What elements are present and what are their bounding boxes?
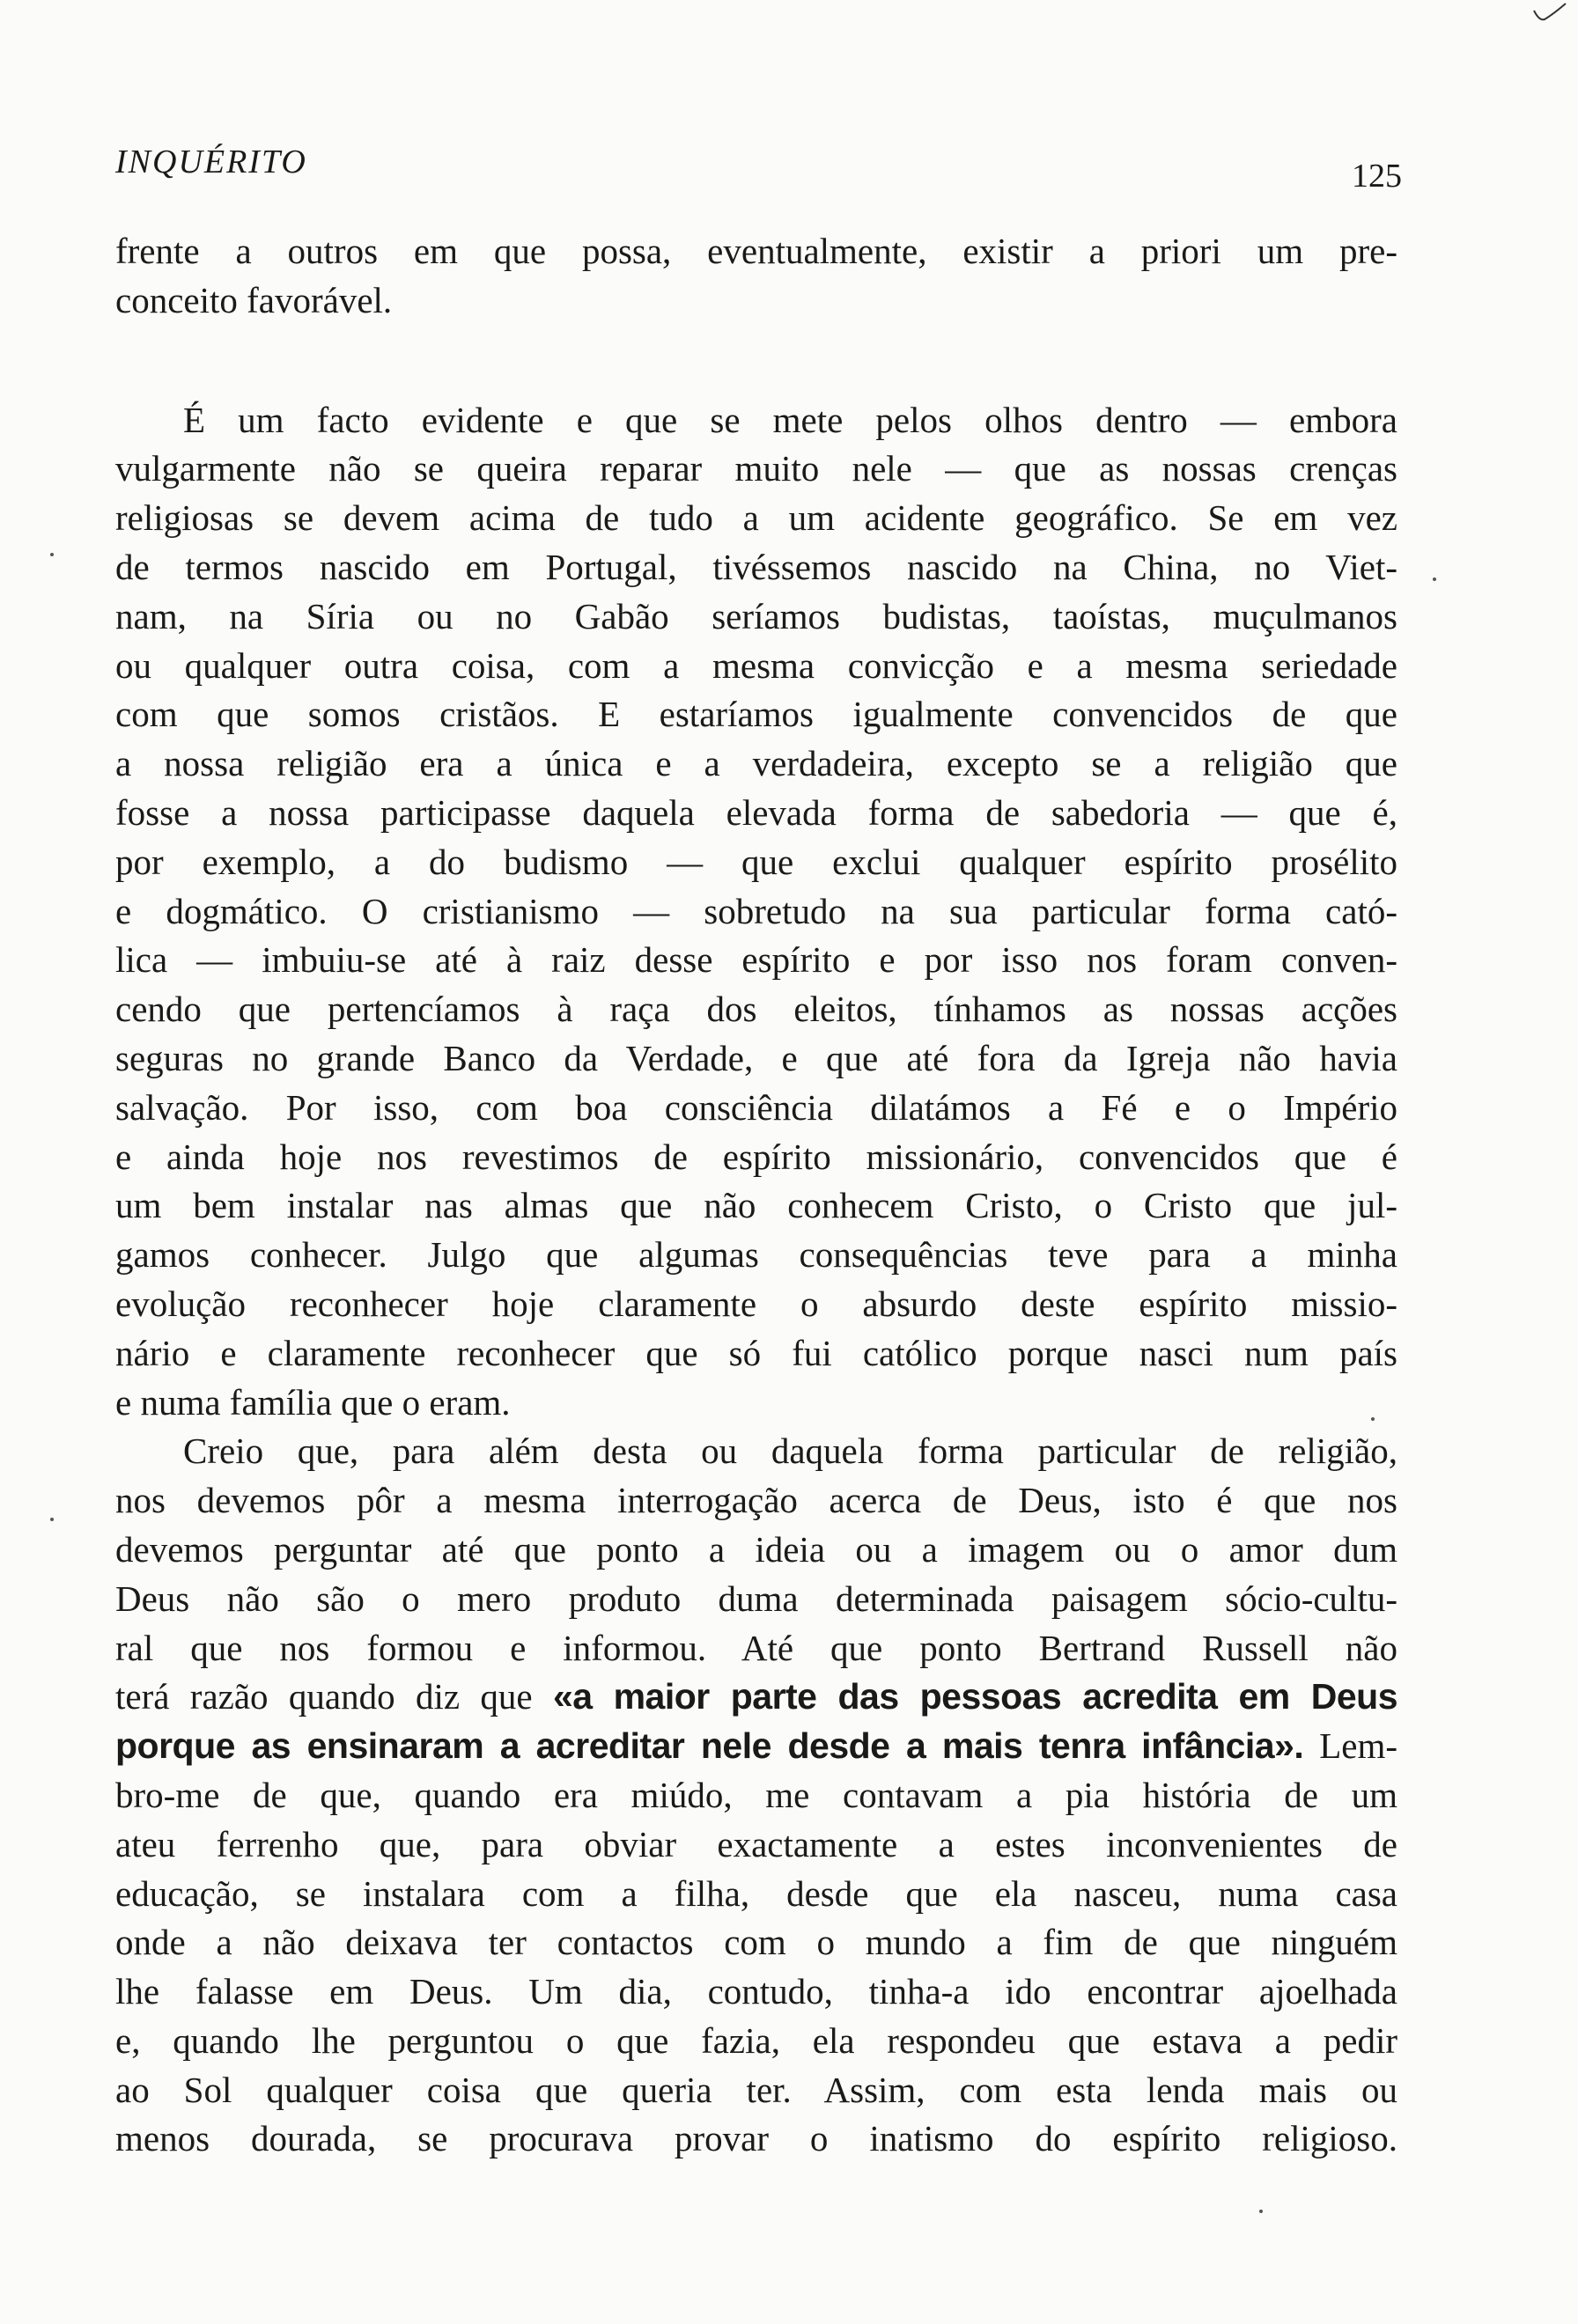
- paper-speck: [1371, 1417, 1375, 1421]
- text-line: Deus não são o mero produto duma determinada paisagem sócio-cultu-: [115, 1578, 1397, 1619]
- russell-quote-part-1: «a maior parte das pessoas acredita em Deus: [552, 1676, 1397, 1717]
- text-line: e, quando lhe perguntou o que fazia, ela respondeu que estava a pedir: [115, 2019, 1397, 2061]
- body-text: [115, 227, 1397, 2164]
- text-line: nário e claramente reconhecer que só fui católico porque nasci num país: [115, 1332, 1397, 1373]
- text-line: de termos nascido em Portugal, tivéssemos nascido na China, no Viet-: [115, 546, 1397, 587]
- text-line: É um facto evidente e que se mete pelos olhos dentro — embora: [183, 399, 1397, 440]
- text-line: onde a não deixava ter contactos com o mundo a fim de que ninguém: [115, 1922, 1397, 1963]
- text-line: fosse a nossa participasse daquela elevada forma de sabedoria — que é,: [115, 791, 1397, 833]
- page-number: 125: [1352, 158, 1402, 195]
- text-line: e numa família que o eram.: [115, 1381, 511, 1423]
- text-line: vulgarmente não se queira reparar muito nele — que as nossas crenças: [115, 448, 1397, 489]
- text-line: nos devemos pôr a mesma interrogação acerca de Deus, isto é que nos: [115, 1480, 1397, 1521]
- paper-speck: [50, 553, 54, 556]
- paper-speck: [1259, 2210, 1263, 2213]
- running-head: INQUÉRITO: [115, 143, 307, 180]
- text-line-with-quote: [115, 1722, 1397, 1771]
- quote-lead-in: terá razão quando diz que: [115, 1676, 553, 1717]
- text-line: conceito favorável.: [115, 279, 393, 320]
- text-line: devemos perguntar até que ponto a ideia ou a imagem ou o amor dum: [115, 1528, 1397, 1570]
- text-line: nam, na Síria ou no Gabão seríamos budistas, taoístas, muçulmanos: [115, 595, 1397, 636]
- text-line: ral que nos formou e informou. Até que ponto Bertrand Russell não: [115, 1627, 1397, 1668]
- text-line: evolução reconhecer hoje claramente o absurdo deste espírito missio-: [115, 1283, 1397, 1324]
- paper-speck: [1433, 577, 1436, 581]
- text-line: e dogmático. O cristianismo — sobretudo na sua particular forma cató-: [115, 890, 1397, 931]
- text-line: ao Sol qualquer coisa que queria ter. Assim, com esta lenda mais ou: [115, 2069, 1397, 2110]
- text-line: com que somos cristãos. E estaríamos igualmente convencidos de que: [115, 694, 1397, 735]
- text-line: bro-me de que, quando era miúdo, me contavam a pia história de um: [115, 1774, 1397, 1815]
- paper-speck: [50, 1518, 54, 1521]
- text-line: e ainda hoje nos revestimos de espírito missionário, convencidos que é: [115, 1136, 1397, 1177]
- text-line: religiosas se devem acima de tudo a um acidente geográfico. Se em vez: [115, 497, 1397, 539]
- text-line: ou qualquer outra coisa, com a mesma convicção e a mesma seriedade: [115, 644, 1397, 686]
- text-line-with-quote: [115, 1673, 1397, 1722]
- text-line: frente a outros em que possa, eventualmente, existir a priori um pre-: [115, 231, 1397, 271]
- russell-quote-part-2: porque as ensinaram a acreditar nele desde a mais tenra infância».: [115, 1725, 1304, 1767]
- text-line: um bem instalar nas almas que não conhecem Cristo, o Cristo que jul-: [115, 1185, 1397, 1226]
- text-line: cendo que pertencíamos à raça dos eleitos, tínhamos as nossas acções: [115, 989, 1397, 1030]
- text-line: a nossa religião era a única e a verdadeira, excepto se a religião que: [115, 743, 1397, 784]
- text-line: ateu ferrenho que, para obviar exactamente a estes inconvenientes de: [115, 1823, 1397, 1864]
- text-line: lhe falasse em Deus. Um dia, contudo, tinha-a ido encontrar ajoelhada: [115, 1971, 1397, 2012]
- text-line: educação, se instalara com a filha, desde que ela nasceu, numa casa: [115, 1872, 1397, 1914]
- text-line: seguras no grande Banco da Verdade, e que até fora da Igreja não havia: [115, 1037, 1397, 1078]
- text-line: gamos conhecer. Julgo que algumas consequências teve para a minha: [115, 1234, 1397, 1276]
- pencil-check-mark: [1532, 2, 1567, 23]
- text-line: menos dourada, se procurava provar o inatismo do espírito religioso.: [115, 2118, 1397, 2159]
- text-line: lica — imbuiu-se até à raiz desse espírito e por isso nos foram conven-: [115, 939, 1397, 981]
- text-line: salvação. Por isso, com boa consciência dilatámos a Fé e o Império: [115, 1086, 1397, 1128]
- quote-trailer: Lem-: [1303, 1725, 1397, 1767]
- text-line: por exemplo, a do budismo — que exclui qualquer espírito prosélito: [115, 841, 1397, 882]
- text-line: Creio que, para além desta ou daquela forma particular de religião,: [183, 1430, 1397, 1472]
